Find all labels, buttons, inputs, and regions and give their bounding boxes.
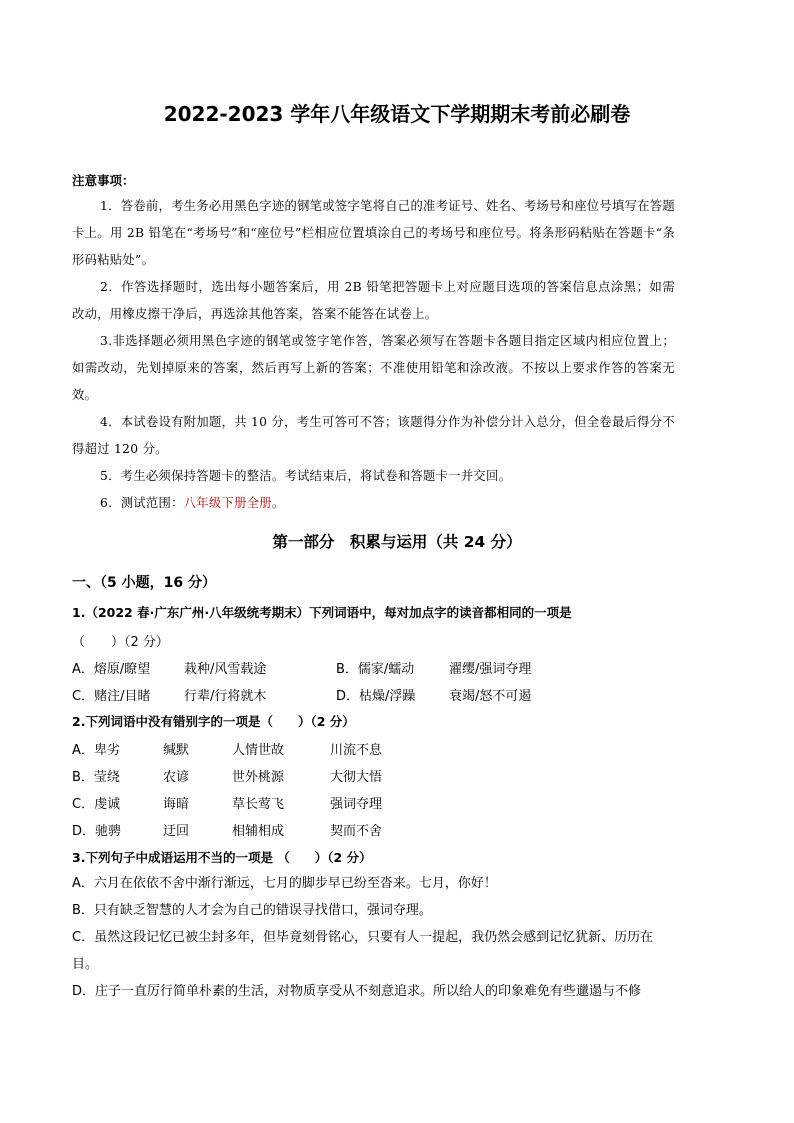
q2-a-4: 川流不息 xyxy=(330,743,383,758)
q1-option-a-label: A．熔原/瞭望 xyxy=(72,662,151,677)
q2-b-1: B．莹绕 xyxy=(72,770,120,785)
q2-d-3: 相辅相成 xyxy=(232,824,285,839)
q2-c-1: C．虔诚 xyxy=(72,797,121,812)
q1-option-d-label: D．枯燥/浮躁 xyxy=(336,689,416,704)
notice-item-2: 2．作答选择题时，选出每小题答案后，用 2B 铅笔把答题卡上对应题目选项的答案信息点涂黑；如需改动，用橡皮擦干净后，再选涂其他答案，答案不能答在试卷上。 xyxy=(72,280,675,321)
q2-a-3: 人情世故 xyxy=(232,743,285,758)
q1-option-b-words: 濯缨/强词夺理 xyxy=(449,662,532,677)
notice-item-6-suffix: 。 xyxy=(271,496,285,510)
q3-option-b: B．只有缺乏智慧的人才会为自己的错误寻找借口，强词夺理。 xyxy=(72,903,432,918)
test-scope: 八年级下册全册 xyxy=(183,496,272,510)
notice-item-6-prefix: 6．测试范围： xyxy=(100,496,184,510)
q1-option-d-words: 衰竭/怒不可遏 xyxy=(449,689,532,704)
q2-c-2: 诲暗 xyxy=(163,797,190,812)
q2-a-2: 缄默 xyxy=(163,743,190,758)
q1-option-a-words: 栽种/风雪载途 xyxy=(184,662,267,677)
part-title: 第一部分 积累与运用（共 24 分） xyxy=(272,533,522,551)
notice-heading: 注意事项： xyxy=(72,173,135,188)
q3-options xyxy=(72,870,677,1005)
page-title: 2022-2023 学年八年级语文下学期期末考前必刷卷 xyxy=(163,102,631,126)
q2-stem: 2.下列词语中没有错别字的一项是（ ）（2 分） xyxy=(72,714,355,729)
q2-b-4: 大彻大悟 xyxy=(330,770,383,785)
q2-b-3: 世外桃源 xyxy=(232,770,285,785)
q1-option-c-label: C．赌注/目睹 xyxy=(72,689,151,704)
section-heading: 一、（5 小题，16 分） xyxy=(72,575,216,591)
q1-option-b-label: B．儒家/蠕动 xyxy=(336,662,415,677)
notice-list xyxy=(72,193,675,517)
notice-item-3: 3.非选择题必须用黑色字迹的钢笔或签字笔作答，答案必须写在答题卡各题目指定区域内相应位置上；如需改动，先划掉原来的答案，然后再写上新的答案；不准使用铅笔和涂改液。不按以上要求作答的答案无效。 xyxy=(72,334,675,402)
q2-c-3: 草长莺飞 xyxy=(232,797,285,812)
q3-option-d: D．庄子一直厉行简单朴素的生活，对物质享受从不刻意追求。所以给人的印象难免有些邋遢与不修 xyxy=(72,984,642,999)
q1-bracket: （ ）（2 分） xyxy=(72,635,169,650)
notice-item-6 xyxy=(72,490,675,517)
q2-a-1: A．卑劣 xyxy=(72,743,120,758)
notice-item-5: 5．考生必须保持答题卡的整洁。考试结束后，将试卷和答题卡一并交回。 xyxy=(100,469,512,483)
q2-b-2: 农谚 xyxy=(163,770,190,785)
notice-item-4: 4．本试卷设有附加题，共 10 分，考生可答可不答；该题得分作为补偿分计入总分，但全卷最后得分不得超过 120 分。 xyxy=(72,415,675,456)
q3-option-a: A．六月在依依不舍中渐行渐远，七月的脚步早已纷至沓来。七月，你好！ xyxy=(72,876,497,891)
q2-d-2: 迂回 xyxy=(163,824,190,839)
notice-item-1: 1．答卷前，考生务必用黑色字迹的钢笔或签字笔将自己的准考证号、姓名、考场号和座位号填写在答题卡上。用 2B 铅笔在“考场号”和“座位号”栏相应位置填涂自己的考场号和座位号。将条形码粘贴在答题卡“条形码粘贴处”。 xyxy=(72,199,675,267)
q3-stem: 3.下列句子中成语运用不当的一项是 （ ）（2 分） xyxy=(72,850,372,865)
q2-d-4: 契而不舍 xyxy=(330,824,383,839)
q1-stem: 1.（2022 春·广东广州·八年级统考期末）下列词语中，每对加点字的读音都相同的一项是 xyxy=(72,605,572,620)
q3-option-c: C．虽然这段记忆已被尘封多年，但毕竟刻骨铭心，只要有人一提起，我仍然会感到记忆犹新、历历在目。 xyxy=(72,930,654,972)
q2-d-1: D．驰骋 xyxy=(72,824,122,839)
q1-option-c-words: 行辈/行将就木 xyxy=(184,689,267,704)
q2-c-4: 强词夺理 xyxy=(330,797,383,812)
